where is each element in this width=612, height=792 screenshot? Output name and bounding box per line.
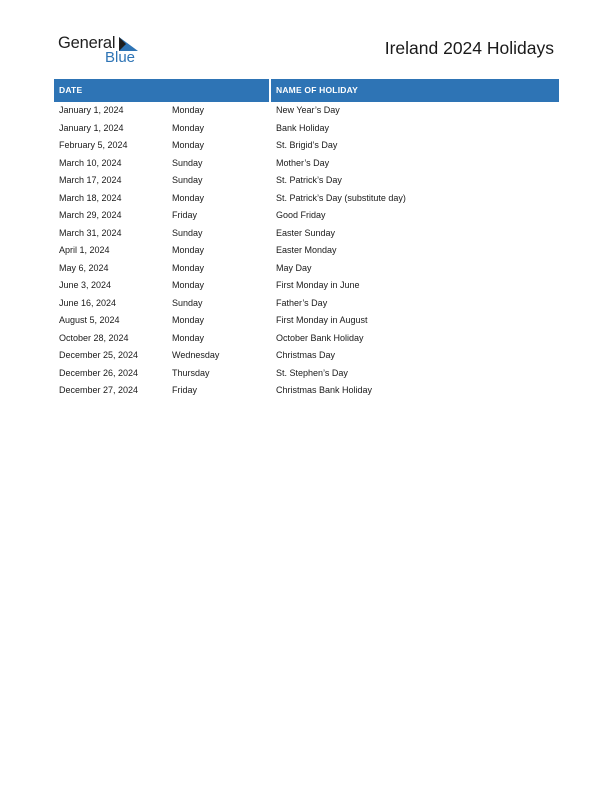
cell-weekday: Monday bbox=[172, 105, 205, 115]
cell-weekday: Sunday bbox=[172, 175, 203, 185]
cell-holiday-name: Mother’s Day bbox=[276, 157, 330, 168]
cell-weekday: Monday bbox=[172, 280, 205, 290]
table-row bbox=[54, 330, 559, 348]
logo bbox=[58, 34, 148, 68]
table-row bbox=[54, 312, 559, 330]
cell-date: December 25, 2024 bbox=[59, 350, 139, 360]
table-row bbox=[54, 225, 559, 243]
table-row bbox=[54, 102, 559, 120]
cell-holiday-name: Christmas Day bbox=[276, 350, 336, 360]
cell-date: March 18, 2024 bbox=[59, 192, 122, 203]
table-header-row bbox=[54, 79, 559, 102]
cell-date: December 26, 2024 bbox=[59, 367, 139, 378]
table-row bbox=[54, 120, 559, 138]
cell-holiday-name: May Day bbox=[276, 262, 312, 273]
table-row bbox=[54, 207, 559, 225]
cell-holiday-name: Easter Monday bbox=[276, 245, 337, 255]
cell-date: April 1, 2024 bbox=[59, 245, 110, 255]
cell-date: March 17, 2024 bbox=[59, 175, 122, 185]
table-row bbox=[54, 137, 559, 155]
cell-date: June 16, 2024 bbox=[59, 297, 117, 308]
table-row bbox=[54, 382, 559, 400]
table-row bbox=[54, 172, 559, 190]
cell-weekday: Monday bbox=[172, 140, 205, 150]
cell-date: March 10, 2024 bbox=[59, 157, 122, 168]
cell-weekday: Monday bbox=[172, 122, 205, 133]
table-body bbox=[54, 102, 559, 400]
cell-weekday: Friday bbox=[172, 385, 198, 395]
cell-holiday-name: Christmas Bank Holiday bbox=[276, 385, 373, 395]
table-row bbox=[54, 260, 559, 278]
cell-weekday: Monday bbox=[172, 245, 205, 255]
cell-date: May 6, 2024 bbox=[59, 262, 109, 273]
cell-date: August 5, 2024 bbox=[59, 315, 120, 325]
table-row bbox=[54, 155, 559, 173]
holiday-table bbox=[54, 79, 559, 400]
table-row bbox=[54, 190, 559, 208]
cell-date: October 28, 2024 bbox=[59, 332, 129, 343]
cell-holiday-name: First Monday in June bbox=[276, 280, 360, 290]
cell-holiday-name: St. Stephen’s Day bbox=[276, 367, 348, 378]
cell-date: March 29, 2024 bbox=[59, 210, 122, 220]
cell-holiday-name: Good Friday bbox=[276, 210, 326, 220]
cell-holiday-name: Father’s Day bbox=[276, 297, 328, 308]
logo-text-blue: Blue bbox=[105, 49, 136, 66]
header-date: DATE bbox=[54, 79, 269, 102]
cell-holiday-name: New Year’s Day bbox=[276, 105, 340, 115]
cell-date: February 5, 2024 bbox=[59, 140, 128, 150]
cell-holiday-name: St. Brigid’s Day bbox=[276, 140, 338, 150]
cell-date: March 31, 2024 bbox=[59, 227, 122, 238]
cell-holiday-name: October Bank Holiday bbox=[276, 332, 364, 343]
table-row bbox=[54, 365, 559, 383]
cell-date: December 27, 2024 bbox=[59, 385, 139, 395]
cell-weekday: Monday bbox=[172, 315, 205, 325]
cell-weekday: Monday bbox=[172, 192, 205, 203]
cell-date: June 3, 2024 bbox=[59, 280, 112, 290]
table-row bbox=[54, 347, 559, 365]
cell-weekday: Sunday bbox=[172, 297, 203, 308]
table-row bbox=[54, 242, 559, 260]
cell-weekday: Wednesday bbox=[172, 350, 220, 360]
cell-weekday: Sunday bbox=[172, 227, 203, 238]
cell-date: January 1, 2024 bbox=[59, 122, 124, 133]
table-row bbox=[54, 277, 559, 295]
logo-text-general: General bbox=[58, 34, 116, 52]
cell-holiday-name: St. Patrick’s Day bbox=[276, 175, 342, 185]
cell-weekday: Monday bbox=[172, 262, 205, 273]
cell-holiday-name: Bank Holiday bbox=[276, 122, 330, 133]
cell-holiday-name: St. Patrick’s Day (substitute day) bbox=[276, 192, 406, 203]
header-holiday-name: NAME OF HOLIDAY bbox=[271, 79, 559, 102]
cell-date: January 1, 2024 bbox=[59, 105, 124, 115]
page-title: Ireland 2024 Holidays bbox=[384, 38, 554, 58]
cell-weekday: Thursday bbox=[172, 367, 210, 378]
cell-weekday: Monday bbox=[172, 332, 205, 343]
cell-weekday: Friday bbox=[172, 210, 198, 220]
cell-holiday-name: Easter Sunday bbox=[276, 227, 336, 238]
cell-holiday-name: First Monday in August bbox=[276, 315, 368, 325]
table-row bbox=[54, 295, 559, 313]
cell-weekday: Sunday bbox=[172, 157, 203, 168]
